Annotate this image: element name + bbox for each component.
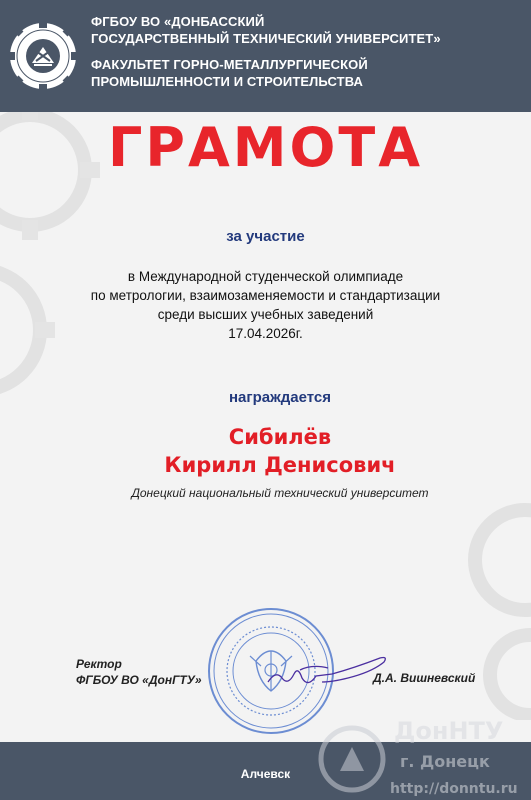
awarded-label: награждается [228, 389, 332, 406]
svg-text:http://donntu.ru: http://donntu.ru [390, 781, 518, 797]
header-line-4: ПРОМЫШЛЕННОСТИ И СТРОИТЕЛЬСТВА [91, 74, 364, 89]
gear-background-right-icon [430, 500, 531, 720]
svg-text:ДонНТУ: ДонНТУ [394, 717, 504, 745]
university-emblem-icon [8, 21, 78, 91]
event-description [0, 267, 531, 343]
header-line-2: ГОСУДАРСТВЕННЫЙ ТЕХНИЧЕСКИЙ УНИВЕРСИТЕТ» [91, 31, 441, 46]
description-line-2: по метрологии, взаимозаменяемости и стандартизации [90, 288, 441, 303]
recipient-name [0, 423, 531, 479]
city-label: Алчевск [240, 767, 291, 781]
header-line-1: ФГБОУ ВО «ДОНБАССКИЙ [91, 14, 265, 29]
header-line-3: ФАКУЛЬТЕТ ГОРНО-МЕТАЛЛУРГИЧЕСКОЙ [91, 57, 368, 72]
participation-label: за участие [226, 228, 305, 245]
recipient-organization: Донецкий национальный технический университет [131, 486, 429, 500]
position-line-1: Ректор [76, 657, 122, 671]
signatory-name: Д.А. Вишневский [373, 671, 476, 685]
description-line-1: в Международной студенческой олимпиаде [127, 269, 404, 284]
certificate-title: ГРАМОТА [107, 116, 424, 179]
svg-text:г. Донецк: г. Донецк [400, 752, 490, 771]
recipient-given-names: Кирилл Денисович [164, 453, 396, 477]
event-date: 17.04.2026г. [228, 326, 303, 341]
header-banner [0, 0, 531, 112]
signatory-position [76, 656, 202, 688]
donntu-watermark-icon [312, 711, 531, 800]
recipient-surname: Сибилёв [228, 425, 332, 449]
position-line-2: ФГБОУ ВО «ДонГТУ» [76, 673, 202, 687]
description-line-3: среди высших учебных заведений [157, 307, 374, 322]
header-text [91, 13, 521, 90]
